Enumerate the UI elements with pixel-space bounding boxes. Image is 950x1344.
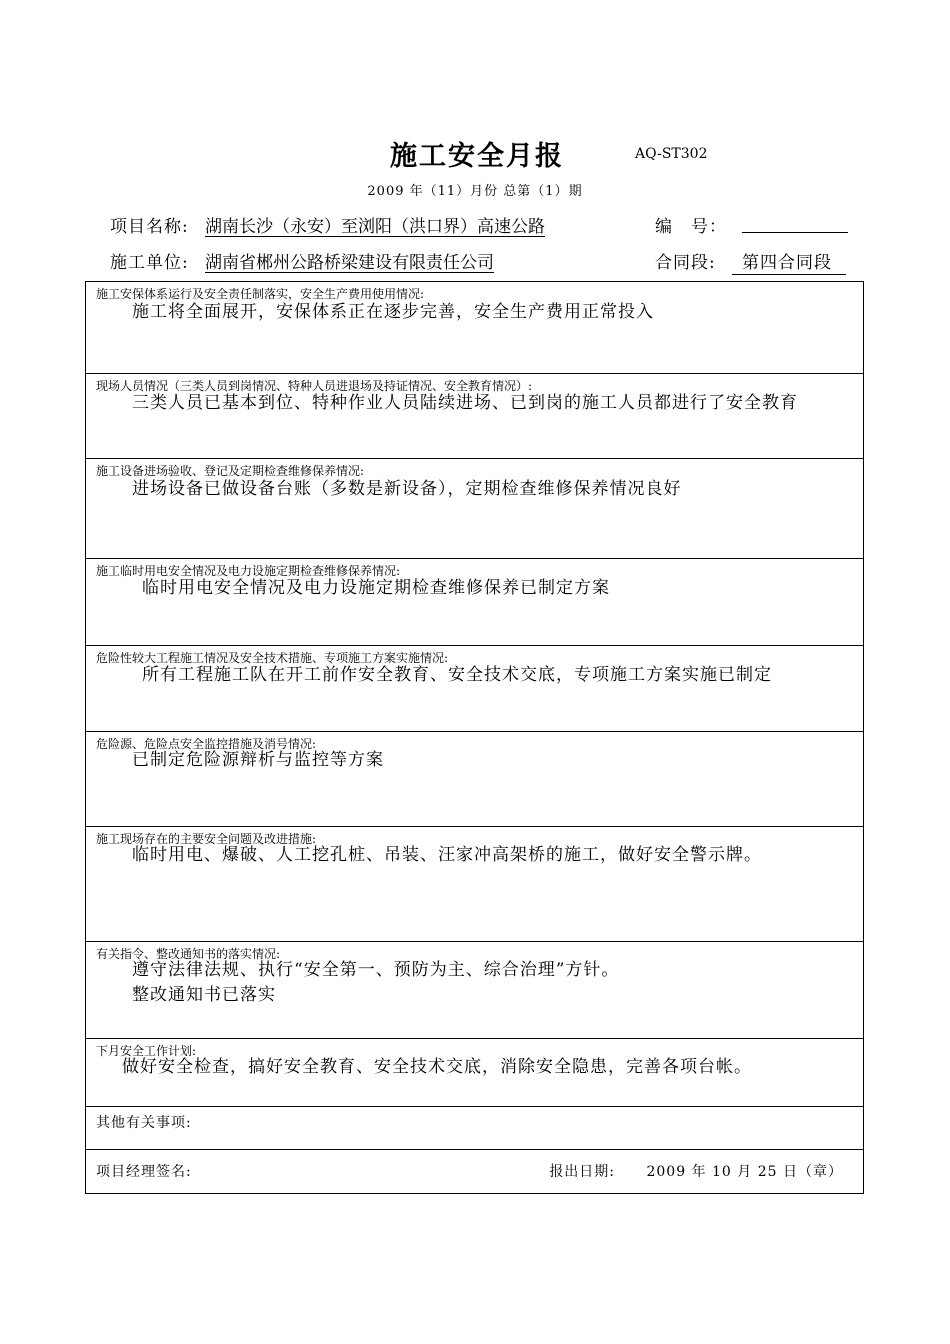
section-personnel	[86, 374, 863, 459]
section-label: 有关指令、整改通知书的落实情况:	[96, 947, 281, 961]
section-hazardous-works	[86, 646, 863, 732]
section-label: 危险性较大工程施工情况及安全技术措施、专项施工方案实施情况:	[96, 651, 449, 665]
number-field	[742, 212, 848, 233]
contract-label: 合同段:	[655, 253, 716, 273]
report-table	[85, 281, 864, 1194]
section-site-issues	[86, 827, 863, 942]
section-electricity	[86, 559, 863, 646]
section-next-month-plan	[86, 1039, 863, 1107]
section-other-matters	[86, 1107, 863, 1150]
section-instructions	[86, 942, 863, 1039]
section-content: 遵守法律法规、执行“安全第一、预防为主、综合治理”方针。	[132, 960, 620, 980]
section-content: 施工将全面展开，安保体系正在逐步完善，安全生产费用正常投入	[132, 302, 654, 322]
form-code: AQ-ST302	[635, 146, 708, 162]
section-content: 整改通知书已落实	[132, 985, 276, 1005]
section-label: 下月安全工作计划:	[96, 1044, 197, 1058]
footer-row	[86, 1150, 863, 1195]
report-date-value: 2009 年 10 月 25 日（章）	[646, 1164, 843, 1180]
section-label: 现场人员情况（三类人员到岗情况、特种人员进退场及持证情况、安全教育情况）:	[96, 379, 533, 393]
other-matters-label: 其他有关事项:	[96, 1115, 192, 1131]
report-period: 2009 年（11）月份 总第（1）期	[367, 184, 583, 199]
section-content: 临时用电安全情况及电力设施定期检查维修保养已制定方案	[142, 578, 610, 598]
section-label: 施工安保体系运行及安全责任制落实，安全生产费用使用情况:	[96, 287, 425, 301]
section-safety-system	[86, 282, 863, 374]
section-content: 做好安全检查，搞好安全教育、安全技术交底，消除安全隐患，完善各项台帐。	[122, 1057, 752, 1077]
report-date	[549, 1161, 843, 1181]
section-content: 临时用电、爆破、人工挖孔桩、吊装、汪家冲高架桥的施工，做好安全警示牌。	[132, 845, 762, 865]
section-label: 施工现场存在的主要安全问题及改进措施:	[96, 832, 317, 846]
report-date-label: 报出日期:	[549, 1164, 616, 1180]
contract-value: 第四合同段	[732, 248, 846, 275]
section-content: 已制定危险源辩析与监控等方案	[132, 750, 384, 770]
section-label: 施工设备进场验收、登记及定期检查维修保养情况:	[96, 464, 365, 478]
unit-row	[110, 248, 870, 274]
unit-name: 湖南省郴州公路桥梁建设有限责任公司	[205, 253, 494, 273]
report-title: 施工安全月报	[390, 141, 564, 172]
section-label: 危险源、危险点安全监控措施及消号情况:	[96, 737, 317, 751]
section-content: 进场设备已做设备台账（多数是新设备），定期检查维修保养情况良好	[132, 479, 682, 499]
title-row	[0, 134, 950, 174]
number-label: 编 号：	[655, 217, 727, 237]
project-label: 项目名称:	[110, 217, 189, 237]
section-equipment	[86, 459, 863, 559]
section-content: 三类人员已基本到位、特种作业人员陆续进场、已到岗的施工人员都进行了安全教育	[132, 393, 798, 413]
section-hazard-sources	[86, 732, 863, 827]
unit-label: 施工单位:	[110, 253, 189, 273]
project-row	[110, 212, 870, 238]
section-content: 所有工程施工队在开工前作安全教育、安全技术交底，专项施工方案实施已制定	[142, 665, 772, 685]
section-label: 施工临时用电安全情况及电力设施定期检查维修保养情况:	[96, 564, 401, 578]
project-name: 湖南长沙（永安）至浏阳（洪口界）高速公路	[205, 217, 545, 237]
manager-signature-label: 项目经理签名:	[96, 1164, 192, 1180]
